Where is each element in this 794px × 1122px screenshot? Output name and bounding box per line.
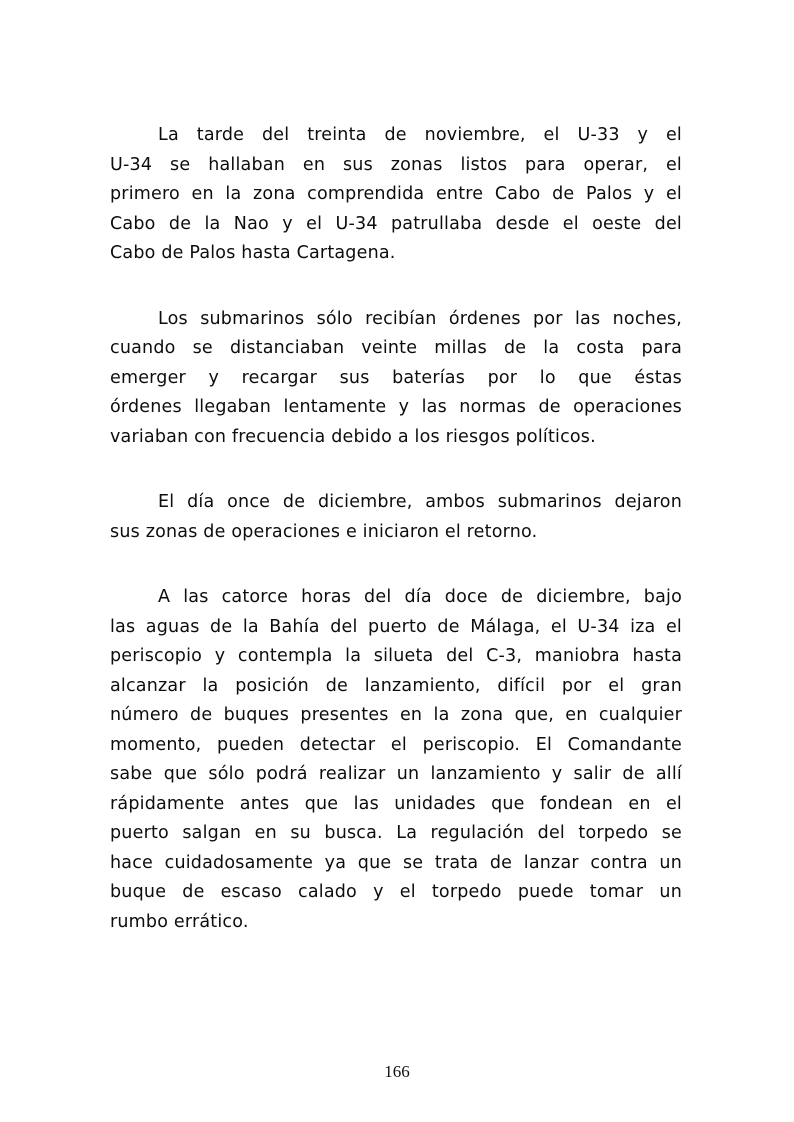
text-line: sabe que sólo podrá realizar un lanzamiento y salir de allí bbox=[110, 764, 682, 784]
text-line: Cabo de Palos hasta Cartagena. bbox=[110, 243, 396, 263]
page-number: 166 bbox=[384, 1062, 410, 1081]
text-line: puerto salgan en su busca. La regulación del torpedo se bbox=[110, 823, 682, 843]
text-line: alcanzar la posición de lanzamiento, difícil por el gran bbox=[110, 675, 682, 696]
text-line: A las catorce horas del día doce de diciembre, bajo bbox=[158, 587, 682, 607]
text-line: emerger y recargar sus baterías por lo que éstas bbox=[110, 367, 682, 388]
text-line: Cabo de la Nao y el U-34 patrullaba desde el oeste del bbox=[110, 213, 682, 234]
text-line: sus zonas de operaciones e iniciaron el retorno. bbox=[110, 521, 538, 542]
text-line: órdenes llegaban lentamente y las normas de operaciones bbox=[110, 397, 682, 417]
text-line: número de buques presentes en la zona que, en cualquier bbox=[110, 705, 682, 725]
text-line: periscopio y contempla la silueta del C-3, maniobra hasta bbox=[110, 646, 682, 666]
text-line: primero en la zona comprendida entre Cabo de Palos y el bbox=[110, 184, 682, 204]
text-line: buque de escaso calado y el torpedo puede tomar un bbox=[110, 882, 682, 902]
paragraph bbox=[110, 488, 682, 547]
paragraph bbox=[110, 305, 682, 453]
text-line: hace cuidadosamente ya que se trata de lanzar contra un bbox=[110, 852, 682, 873]
text-line: rápidamente antes que las unidades que fondean en el bbox=[110, 793, 682, 814]
text-line: variaban con frecuencia debido a los riesgos políticos. bbox=[110, 426, 596, 447]
paragraph bbox=[110, 121, 682, 269]
paragraph bbox=[110, 583, 682, 937]
text-line: rumbo errático. bbox=[110, 911, 249, 932]
text-line: La tarde del treinta de noviembre, el U-33 y el bbox=[158, 125, 682, 145]
page-body bbox=[110, 121, 682, 937]
text-line: El día once de diciembre, ambos submarinos dejaron bbox=[158, 492, 682, 512]
text-line: cuando se distanciaban veinte millas de la costa para bbox=[110, 338, 682, 358]
page-footer bbox=[0, 1061, 794, 1083]
text-line: Los submarinos sólo recibían órdenes por las noches, bbox=[158, 308, 682, 329]
text-line: las aguas de la Bahía del puerto de Málaga, el U-34 iza el bbox=[110, 616, 682, 637]
text-line: momento, pueden detectar el periscopio. El Comandante bbox=[110, 734, 682, 755]
text-line: U-34 se hallaban en sus zonas listos para operar, el bbox=[110, 154, 682, 175]
